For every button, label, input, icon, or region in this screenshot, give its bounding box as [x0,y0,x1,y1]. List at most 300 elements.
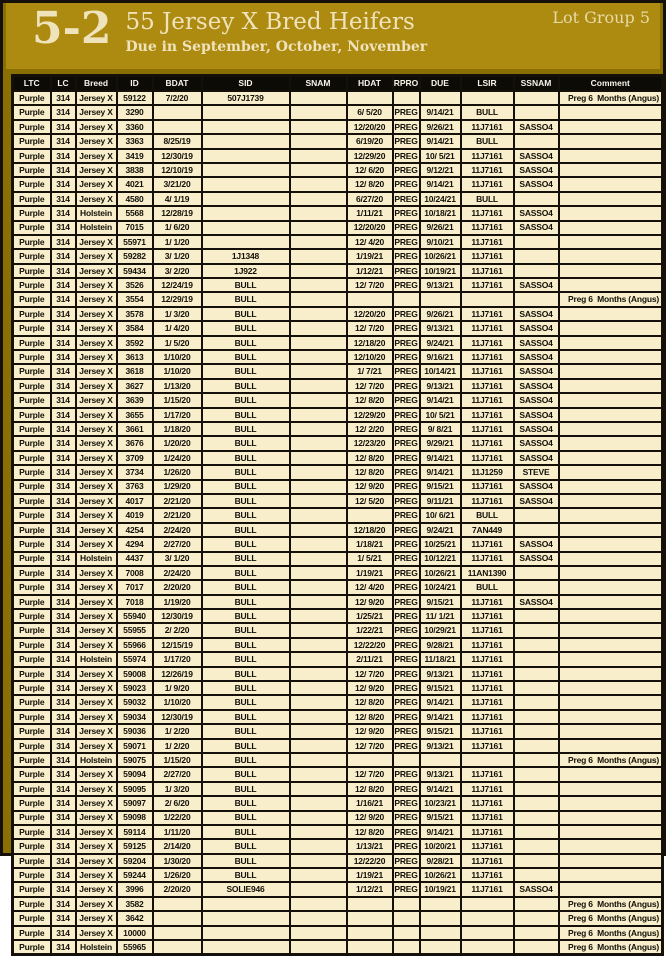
cell-breed: Jersey X [76,566,117,580]
cell-rpro [393,91,420,105]
cell-comment [559,508,663,522]
cell-comment [559,436,663,450]
table-row [13,882,663,896]
cell-due: 9/14/21 [420,393,461,407]
table-row [13,408,663,422]
cell-sid: BULL [202,710,290,724]
cell-lc: 314 [51,868,76,882]
table-row [13,724,663,738]
cell-ltc: Purple [13,753,51,767]
cell-hdat: 12/ 7/20 [347,321,393,335]
cell-comment [559,825,663,839]
table-row [13,163,663,177]
cell-sid [202,163,290,177]
cell-breed: Jersey X [76,120,117,134]
cell-due: 11/ 1/21 [420,609,461,623]
cell-id: 55966 [117,638,153,652]
cell-lc: 314 [51,249,76,263]
cell-hdat [347,753,393,767]
cell-ltc: Purple [13,336,51,350]
cell-breed: Jersey X [76,854,117,868]
cell-hdat: 12/ 6/20 [347,163,393,177]
cell-comment: Preg 6 Months (Angus) [559,940,663,955]
cell-sid [202,911,290,925]
cell-rpro: PREG [393,609,420,623]
cell-id: 3734 [117,465,153,479]
cell-sid: BULL [202,364,290,378]
cell-comment [559,667,663,681]
cell-breed: Jersey X [76,782,117,796]
cell-sid: BULL [202,782,290,796]
cell-bdat: 1/11/20 [153,825,202,839]
cell-sid: BULL [202,796,290,810]
cell-breed: Jersey X [76,480,117,494]
cell-comment [559,552,663,566]
cell-due: 9/26/21 [420,120,461,134]
cell-lc: 314 [51,782,76,796]
cell-ssnam: SASSO4 [514,480,559,494]
cell-bdat: 1/22/20 [153,811,202,825]
cell-ssnam: SASSO4 [514,163,559,177]
cell-ltc: Purple [13,163,51,177]
cell-ssnam [514,695,559,709]
cell-sid: BULL [202,667,290,681]
cell-lc: 314 [51,393,76,407]
cell-rpro: PREG [393,681,420,695]
cell-rpro: PREG [393,134,420,148]
cell-lsir: 11J7161 [461,796,514,810]
cell-sid: BULL [202,422,290,436]
cell-rpro [393,292,420,306]
cell-lc: 314 [51,235,76,249]
table-row [13,580,663,594]
table-row [13,105,663,119]
cell-breed: Holstein [76,221,117,235]
cell-rpro: PREG [393,163,420,177]
cell-rpro: PREG [393,192,420,206]
cell-ssnam [514,767,559,781]
cell-sid: BULL [202,638,290,652]
cell-hdat: 1/19/21 [347,868,393,882]
cell-lc: 314 [51,379,76,393]
cell-lsir: BULL [461,192,514,206]
cell-lsir: BULL [461,580,514,594]
table-row [13,638,663,652]
cell-ssnam [514,105,559,119]
cell-bdat: 1/26/20 [153,868,202,882]
cell-snam [290,882,347,896]
cell-ssnam: SASSO4 [514,436,559,450]
cell-comment [559,249,663,263]
cell-snam [290,494,347,508]
cell-bdat: 1/17/20 [153,408,202,422]
column-header-lsir: LSIR [461,76,514,92]
cell-lsir: 11J7161 [461,695,514,709]
table-row [13,480,663,494]
cell-hdat: 12/ 4/20 [347,580,393,594]
cell-comment [559,221,663,235]
cell-ltc: Purple [13,566,51,580]
cell-lc: 314 [51,134,76,148]
title-block [126,9,428,55]
cell-rpro: PREG [393,782,420,796]
cell-ltc: Purple [13,882,51,896]
cell-snam [290,537,347,551]
column-header-snam: SNAM [290,76,347,92]
cell-snam [290,278,347,292]
cell-hdat: 12/29/20 [347,149,393,163]
cell-lsir [461,926,514,940]
cell-comment [559,120,663,134]
cell-comment [559,695,663,709]
cell-lc: 314 [51,580,76,594]
column-header-rpro: RPRO [393,76,420,92]
cell-lc: 314 [51,926,76,940]
cell-lc: 314 [51,336,76,350]
cell-lc: 314 [51,854,76,868]
cell-sid: BULL [202,854,290,868]
cell-lsir: 11J7161 [461,307,514,321]
cell-ssnam: STEVE [514,465,559,479]
cell-rpro: PREG [393,278,420,292]
cell-ssnam: SASSO4 [514,149,559,163]
cell-snam [290,839,347,853]
cell-comment [559,321,663,335]
cell-bdat: 1/ 6/20 [153,221,202,235]
cell-id: 3838 [117,163,153,177]
cell-id: 59098 [117,811,153,825]
cell-lc: 314 [51,710,76,724]
cell-rpro: PREG [393,336,420,350]
cell-id: 59434 [117,264,153,278]
cell-ssnam [514,264,559,278]
cell-bdat: 1/13/20 [153,379,202,393]
cell-due: 9/13/21 [420,767,461,781]
cell-id: 59097 [117,796,153,810]
cell-snam [290,508,347,522]
cell-due: 9/14/21 [420,825,461,839]
cell-lsir: 11J7161 [461,825,514,839]
cell-id: 3763 [117,480,153,494]
cell-ltc: Purple [13,292,51,306]
cell-rpro: PREG [393,552,420,566]
cell-ltc: Purple [13,537,51,551]
cell-ssnam [514,897,559,911]
cell-breed: Jersey X [76,623,117,637]
cell-rpro: PREG [393,177,420,191]
cell-bdat: 1/ 1/20 [153,235,202,249]
cell-comment: Preg 6 Months (Angus) [559,292,663,306]
cell-bdat: 2/21/20 [153,494,202,508]
cell-id: 55940 [117,609,153,623]
page-title: 55 Jersey X Bred Heifers [125,9,415,35]
cell-ssnam: SASSO4 [514,451,559,465]
cell-lsir: 11J7161 [461,739,514,753]
cell-lsir: BULL [461,105,514,119]
cell-breed: Jersey X [76,580,117,594]
cell-breed: Jersey X [76,364,117,378]
cell-comment [559,264,663,278]
cell-id: 3582 [117,897,153,911]
cell-breed: Jersey X [76,278,117,292]
cell-breed: Jersey X [76,595,117,609]
cell-comment [559,134,663,148]
cell-due: 9/15/21 [420,480,461,494]
cell-id: 5568 [117,206,153,220]
cell-comment [559,408,663,422]
cell-sid: BULL [202,811,290,825]
cell-comment [559,163,663,177]
cell-breed: Holstein [76,753,117,767]
cell-ltc: Purple [13,307,51,321]
table-row [13,192,663,206]
cell-sid: 1J922 [202,264,290,278]
cell-ssnam: SASSO4 [514,120,559,134]
cell-sid: BULL [202,609,290,623]
cell-id: 55965 [117,940,153,955]
cell-snam [290,350,347,364]
cell-id: 3592 [117,336,153,350]
cell-bdat: 12/29/19 [153,292,202,306]
cell-id: 55974 [117,652,153,666]
cell-id: 4019 [117,508,153,522]
cell-id: 3360 [117,120,153,134]
cell-breed: Holstein [76,652,117,666]
cell-hdat: 12/ 8/20 [347,393,393,407]
cell-bdat: 1/ 4/20 [153,321,202,335]
table-row [13,350,663,364]
cell-snam [290,307,347,321]
cell-breed: Jersey X [76,336,117,350]
cell-ssnam [514,839,559,853]
cell-ssnam: SASSO4 [514,336,559,350]
cell-bdat: 2/14/20 [153,839,202,853]
cell-sid: BULL [202,436,290,450]
table-row [13,652,663,666]
cell-lc: 314 [51,105,76,119]
cell-hdat: 12/18/20 [347,336,393,350]
cell-due: 9/24/21 [420,336,461,350]
cell-snam [290,911,347,925]
cell-comment [559,796,663,810]
cell-ltc: Purple [13,480,51,494]
cell-bdat: 2/21/20 [153,508,202,522]
cell-lsir [461,911,514,925]
cell-due: 9/24/21 [420,523,461,537]
cell-hdat: 12/ 4/20 [347,235,393,249]
table-row [13,307,663,321]
cell-hdat: 12/ 7/20 [347,667,393,681]
cell-rpro: PREG [393,480,420,494]
column-header-sid: SID [202,76,290,92]
cell-lsir: 11J7161 [461,436,514,450]
cell-ssnam [514,638,559,652]
cell-id: 4017 [117,494,153,508]
cell-breed: Jersey X [76,350,117,364]
cell-due: 9/13/21 [420,321,461,335]
table-row [13,91,663,105]
cell-lsir: 11J7161 [461,494,514,508]
cell-ltc: Purple [13,710,51,724]
table-row [13,235,663,249]
cell-id: 3639 [117,393,153,407]
cell-comment [559,480,663,494]
cell-ltc: Purple [13,681,51,695]
table-row [13,767,663,781]
cell-breed: Jersey X [76,321,117,335]
cell-breed: Jersey X [76,868,117,882]
cell-due: 10/14/21 [420,364,461,378]
cell-ltc: Purple [13,854,51,868]
cell-comment [559,278,663,292]
cell-bdat: 1/10/20 [153,695,202,709]
cell-ltc: Purple [13,825,51,839]
cell-bdat: 2/27/20 [153,537,202,551]
cell-snam [290,134,347,148]
cell-id: 4580 [117,192,153,206]
table-row [13,465,663,479]
cell-hdat: 1/19/21 [347,249,393,263]
cell-due: 9/13/21 [420,278,461,292]
cell-lc: 314 [51,724,76,738]
cell-breed: Jersey X [76,494,117,508]
cell-snam [290,235,347,249]
cell-hdat: 1/22/21 [347,623,393,637]
cell-comment: Preg 6 Months (Angus) [559,897,663,911]
cell-breed: Jersey X [76,739,117,753]
cell-lsir: 11J7161 [461,638,514,652]
table-row [13,868,663,882]
cell-rpro: PREG [393,868,420,882]
cell-sid: BULL [202,537,290,551]
cell-bdat: 12/26/19 [153,667,202,681]
cell-snam [290,451,347,465]
cell-sid: BULL [202,408,290,422]
cell-bdat [153,926,202,940]
cell-rpro: PREG [393,206,420,220]
cell-rpro: PREG [393,623,420,637]
cell-breed: Jersey X [76,839,117,853]
cell-rpro: PREG [393,854,420,868]
table-row [13,839,663,853]
cell-lc: 314 [51,681,76,695]
cell-lsir: 11J7161 [461,552,514,566]
cell-lsir: 11AN1390 [461,566,514,580]
table-row [13,609,663,623]
cell-ssnam [514,753,559,767]
cell-lsir: 11J7161 [461,221,514,235]
table-row [13,811,663,825]
cell-lsir: 11J7161 [461,451,514,465]
cell-sid: BULL [202,350,290,364]
cell-breed: Jersey X [76,609,117,623]
cell-hdat: 1/18/21 [347,537,393,551]
cell-rpro: PREG [393,595,420,609]
cell-comment [559,451,663,465]
cell-due: 10/24/21 [420,192,461,206]
table-row [13,206,663,220]
cell-bdat: 1/ 2/20 [153,739,202,753]
cell-hdat: 12/ 9/20 [347,595,393,609]
table-row [13,897,663,911]
cell-lc: 314 [51,796,76,810]
cell-snam [290,120,347,134]
cell-ssnam [514,710,559,724]
cell-comment [559,105,663,119]
cell-comment [559,652,663,666]
cell-rpro: PREG [393,350,420,364]
cell-sid: BULL [202,552,290,566]
cell-sid: BULL [202,465,290,479]
cell-id: 59204 [117,854,153,868]
cell-bdat: 1/29/20 [153,480,202,494]
cell-comment [559,465,663,479]
cell-hdat: 12/29/20 [347,408,393,422]
cell-sid [202,149,290,163]
cell-due: 9/28/21 [420,638,461,652]
cell-bdat: 3/21/20 [153,177,202,191]
cell-bdat: 12/30/19 [153,710,202,724]
cell-rpro: PREG [393,436,420,450]
cell-sid: BULL [202,868,290,882]
cell-lc: 314 [51,897,76,911]
cell-ssnam: SASSO4 [514,379,559,393]
cell-ltc: Purple [13,91,51,105]
cell-hdat: 2/11/21 [347,652,393,666]
cell-lc: 314 [51,177,76,191]
cell-lc: 314 [51,278,76,292]
cell-comment [559,537,663,551]
cell-id: 3676 [117,436,153,450]
cell-lc: 314 [51,307,76,321]
cell-breed: Jersey X [76,825,117,839]
column-header-ssnam: SSNAM [514,76,559,92]
cell-snam [290,192,347,206]
cell-lsir: 11J7161 [461,379,514,393]
cell-bdat: 1/ 9/20 [153,681,202,695]
cell-lsir [461,897,514,911]
cell-ltc: Purple [13,667,51,681]
cell-ltc: Purple [13,494,51,508]
cell-snam [290,681,347,695]
cell-lsir: 11J7161 [461,710,514,724]
cell-snam [290,868,347,882]
cell-lsir: 11J7161 [461,667,514,681]
cell-ltc: Purple [13,638,51,652]
cell-breed: Jersey X [76,149,117,163]
cell-ltc: Purple [13,436,51,450]
cell-hdat [347,911,393,925]
cell-due: 9/13/21 [420,667,461,681]
cell-snam [290,393,347,407]
lot-banner [6,3,660,69]
table-row [13,336,663,350]
cell-due: 9/14/21 [420,782,461,796]
cell-comment: Preg 6 Months (Angus) [559,91,663,105]
cell-hdat: 12/22/20 [347,854,393,868]
table-row [13,739,663,753]
cell-snam [290,796,347,810]
cell-rpro: PREG [393,825,420,839]
column-header-id: ID [117,76,153,92]
table-row [13,854,663,868]
cell-breed: Jersey X [76,667,117,681]
cell-lsir: 11J7161 [461,652,514,666]
cell-hdat: 12/22/20 [347,638,393,652]
cell-sid: BULL [202,753,290,767]
cell-sid: BULL [202,623,290,637]
table-row [13,249,663,263]
